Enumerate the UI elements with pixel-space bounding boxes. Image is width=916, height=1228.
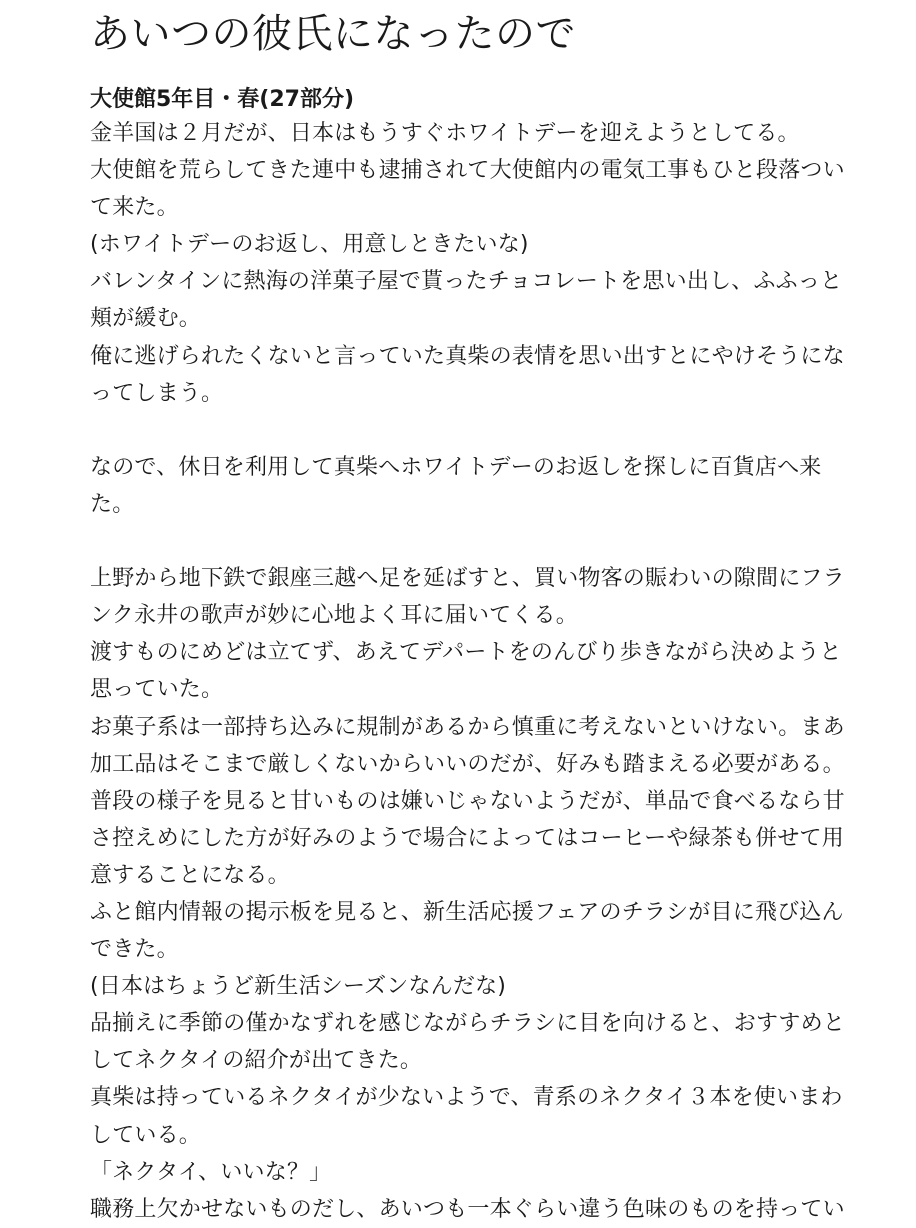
text-line: た。 [90,491,135,517]
text-line: 渡すものにめどは立てず、あえてデパートをのんびり歩きながら決めようと [90,640,842,666]
text-line: 大使館を荒らしてきた連中も逮捕されて大使館内の電気工事もひと段落つい [90,158,845,184]
blank-line [90,412,830,449]
story-title: あいつの彼氏になったので [90,11,576,57]
text-line: 金羊国は２月だが、日本はもうすぐホワイトデーを迎えようとしてる。 [90,121,800,146]
chapter-heading: 大使館5年目・春(27部分) [90,87,355,112]
text-line: している。 [90,1122,202,1148]
text-line: 意することになる。 [90,862,290,888]
text-line: 俺に逃げられたくないと言っていた真柴の表情を思い出すとにやけそうにな [90,343,845,369]
text-line: (日本はちょうど新生活シーズンなんだな) [90,974,507,1000]
text-line: 加工品はそこまで厳しくないからいいのだが、好みも踏まえる必要がある。 [90,751,845,777]
text-line: できた。 [90,937,179,963]
text-line: 頬が緩む。 [90,306,202,332]
text-line: 普段の様子を見ると甘いものは嫌いじゃないようだが、単品で食べるなら甘 [90,788,845,814]
text-line: お菓子系は一部持ち込みに規制があるから慎重に考えないといけない。まあ [90,714,845,740]
text-line: バレンタインに熱海の洋菓子屋で貰ったチョコレートを思い出し、ふふっと [90,269,843,295]
text-line: (ホワイトデーのお返し、用意しときたいな) [90,232,529,258]
text-line: て来た。 [90,195,179,221]
text-line: なので、休日を利用して真柴へホワイトデーのお返しを探しに百貨店へ来 [90,454,822,480]
text-line: 「ネクタイ、いいな？」 [90,1159,332,1185]
blank-line [90,523,830,560]
story-body [90,115,846,1228]
text-line: 真柴は持っているネクタイが少ないようで、青系のネクタイ３本を使いまわ [90,1085,843,1111]
text-line: ってしまう。 [90,380,224,406]
text-line: してネクタイの紹介が出てきた。 [90,1048,423,1074]
text-line: ンク永井の歌声が妙に心地よく耳に届いてくる。 [90,603,578,629]
text-line: 上野から地下鉄で銀座三越へ足を延ばすと、買い物客の賑わいの隙間にフラ [90,566,845,592]
text-line: 思っていた。 [90,677,224,703]
text-line: 職務上欠かせないものだし、あいつも一本ぐらい違う色味のものを持ってい [90,1196,845,1222]
text-line: 品揃えに季節の僅かなずれを感じながらチラシに目を向けると、おすすめと [90,1011,846,1037]
text-line: さ控えめにした方が好みのようで場合によってはコーヒーや緑茶も併せて用 [90,825,844,851]
text-line: ふと館内情報の掲示板を見ると、新生活応援フェアのチラシが目に飛び込ん [90,899,844,925]
